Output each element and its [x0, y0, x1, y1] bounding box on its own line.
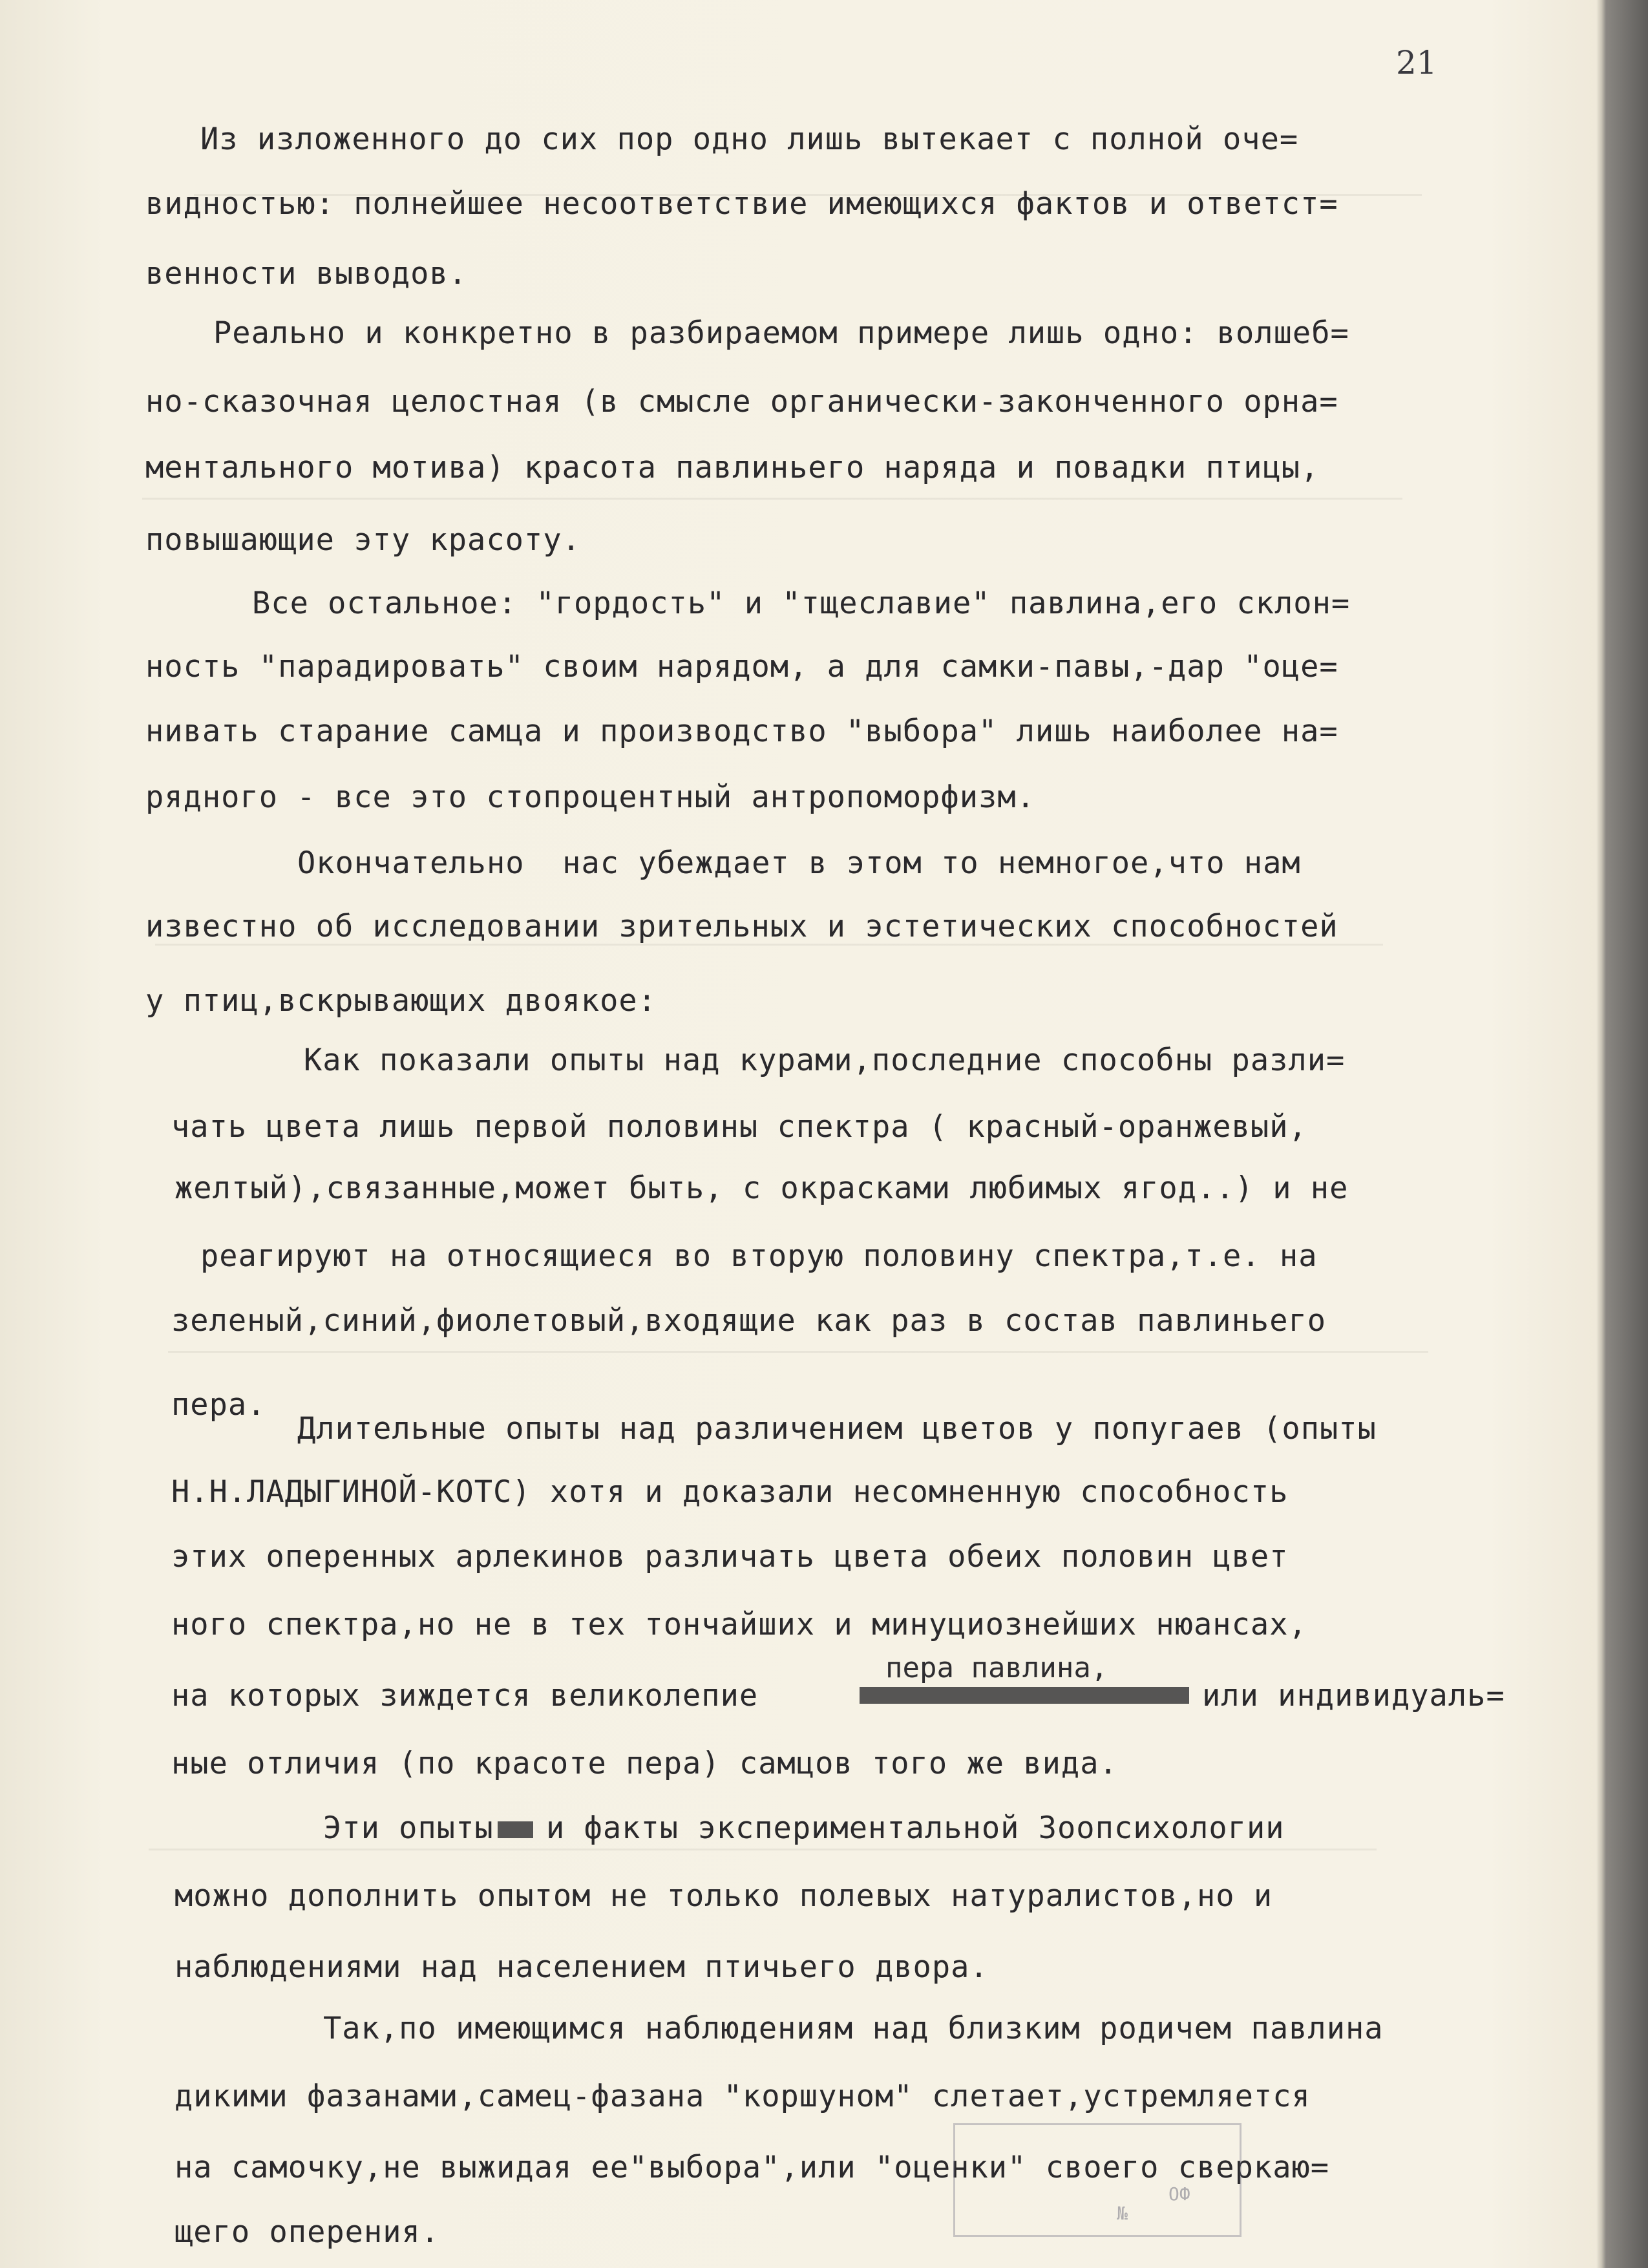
- text-line: этих оперенных арлекинов различать цвета обеих половин цвет: [171, 1539, 1289, 1574]
- bleed-through-line: [142, 498, 1402, 500]
- text-line: можно дополнить опытом не только полевых натуралистов,но и: [174, 1878, 1273, 1914]
- text-line: рядного - все это стопроцентный антропоморфизм.: [145, 779, 1035, 815]
- text-line: зеленый,синий,фиолетовый,входящие как раз в состав павлиньего: [171, 1303, 1327, 1339]
- text-line: дикими фазанами,самец-фазана "коршуном" слетает,устремляется: [174, 2079, 1311, 2114]
- text-line: на которых зиждется великолепие: [171, 1678, 759, 1713]
- text-line: Окончательно нас убеждает в этом то немногое,что нам: [297, 845, 1301, 881]
- text-line: видностью: полнейшее несоответствие имеющихся фактов и ответст=: [145, 186, 1338, 222]
- text-line: ного спектра,но не в тех тончайших и минуциознейших нюансах,: [171, 1607, 1307, 1642]
- bleed-through-line: [168, 1351, 1428, 1353]
- text-line: венности выводов.: [145, 256, 468, 291]
- page-number: 21: [1396, 44, 1437, 81]
- text-line: ность "парадировать" своим нарядом, а для самки-павы,-дар "оце=: [145, 649, 1338, 684]
- text-line: или индивидуаль=: [1202, 1678, 1505, 1713]
- handwritten-insertion: пера павлина,: [885, 1651, 1108, 1684]
- text-line: желтый),связанные,может быть, с окрасками любимых ягод..) и не: [174, 1171, 1349, 1206]
- stamp-text: ОФ: [1168, 2183, 1190, 2205]
- struck-out-text: [498, 1821, 533, 1838]
- text-line: щего оперения.: [174, 2214, 440, 2250]
- text-line: Н.Н.ЛАДЫГИНОЙ-КОТС) хотя и доказали несомненную способность: [171, 1474, 1289, 1510]
- archive-stamp: [953, 2123, 1241, 2237]
- text-line: пера.: [171, 1387, 266, 1423]
- text-line: чать цвета лишь первой половины спектра ( красный-оранжевый,: [171, 1109, 1307, 1145]
- text-line: нивать старание самца и производство "выбора" лишь наиболее на=: [145, 714, 1338, 749]
- text-line: Длительные опыты над различением цветов у попугаев (опыты: [297, 1411, 1377, 1447]
- text-line: Реально и конкретно в разбираемом примере лишь одно: волшеб=: [213, 315, 1349, 351]
- stamp-text: №: [1117, 2203, 1128, 2224]
- text-line: Все остальное: "гордость" и "тщеславие" павлина,его склон=: [252, 586, 1351, 621]
- text-line: ные отличия (по красоте пера) самцов того же вида.: [171, 1746, 1118, 1781]
- text-line: Из изложенного до сих пор одно лишь вытекает с полной оче=: [200, 122, 1299, 157]
- text-line: Как показали опыты над курами,последние способны разли=: [304, 1043, 1346, 1078]
- text-line: Эти опыты: [323, 1810, 494, 1846]
- text-line: на самочку,не выжидая ее"выбора",или "оценки" своего сверкаю=: [174, 2150, 1330, 2185]
- text-line: но-сказочная целостная (в смысле органически-законченного орна=: [145, 384, 1338, 419]
- text-line: наблюдениями над населением птичьего двора.: [174, 1949, 989, 1985]
- text-line: у птиц,вскрывающих двоякое:: [145, 983, 657, 1019]
- bleed-through-line: [149, 1849, 1377, 1850]
- text-line: известно об исследовании зрительных и эстетических способностей: [145, 909, 1338, 944]
- text-line: ментального мотива) красота павлиньего наряда и повадки птицы,: [145, 450, 1320, 485]
- struck-out-text: [860, 1687, 1189, 1704]
- text-line: повышающие эту красоту.: [145, 522, 581, 558]
- text-line: и факты экспериментальной Зоопсихологии: [546, 1810, 1285, 1846]
- text-line: реагируют на относящиеся во вторую половину спектра,т.е. на: [200, 1238, 1318, 1274]
- text-line: Так,по имеющимся наблюдениям над близким родичем павлина: [323, 2011, 1384, 2046]
